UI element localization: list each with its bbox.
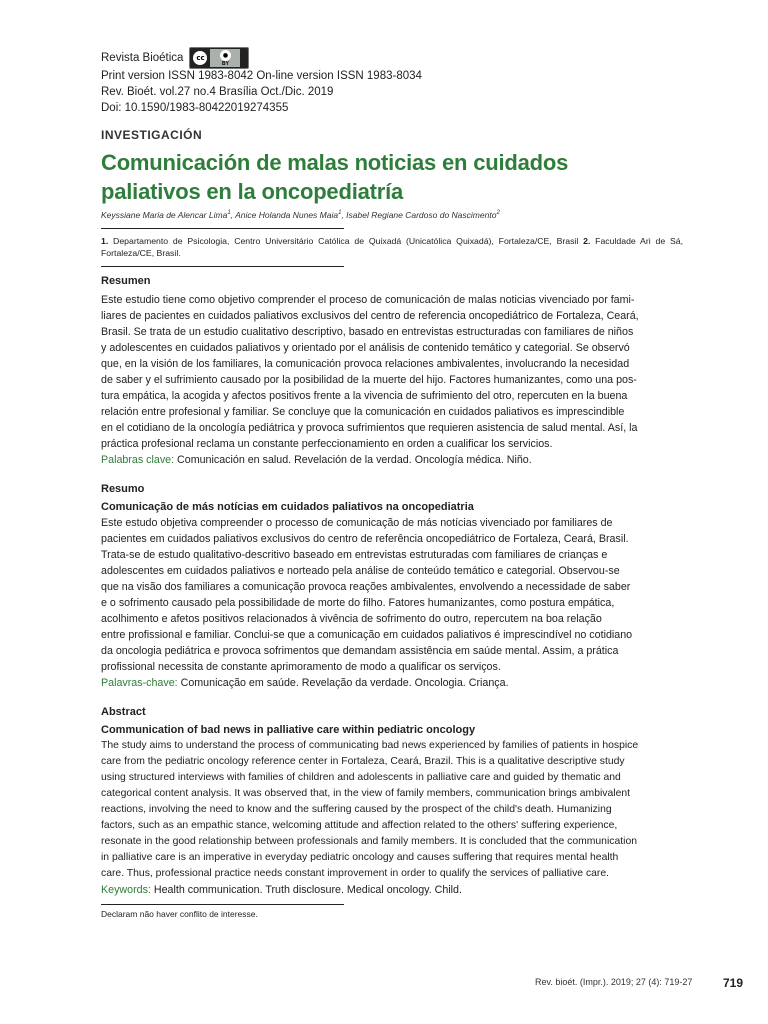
issue-line: Rev. Bioét. vol.27 no.4 Brasília Oct./Dic. 2019 [101,86,334,98]
title-line-2: paliativos en la oncopediatría [101,179,404,204]
title-line-1: Comunicación de malas noticias en cuidados [101,150,569,175]
text-line: tura empática, la acogida y afectos positivos frente a la vivencia de sufrimiento del otro, repercuten en la buena [101,390,628,402]
text-line: profissional necessita de constante aprimoramento de modo a qualificar os serviços. [101,661,501,673]
resumo-subtitle: Comunicação de más notícias em cuidados paliativos na oncopediatria [101,501,474,513]
text-line: Este estudio tiene como objetivo comprender el proceso de comunicación de malas noticias vivenciado por fami- [101,294,635,306]
abstract-heading: Abstract [101,706,146,718]
divider [101,266,344,267]
text-line: Este estudo objetiva compreender o processo de comunicação de más notícias vivenciado por familiares de [101,517,613,529]
cc-icon: cc [193,51,207,65]
abstract-body [101,738,683,882]
author-name: Keyssiane Maria de Alencar Lima [101,210,228,220]
text-line: factors, such as an empathic stance, welcoming attitude and affection related to the others' suffering experience, [101,820,618,831]
author-separator: , [230,210,236,220]
divider [101,904,344,905]
text-line: resonate in the good relationship between professionals and family members. It is concluded that the communication [101,836,637,847]
text-line: care. Thus, professional practice needs constant improvement in order to qualify the services of palliative care. [101,868,610,879]
text-line: acolhimento e afetos positivos relacionados à vivência de sofrimento do outro, repercutem na boa relação [101,613,602,625]
author-affil-ref: 1 [338,210,342,217]
author-affil-ref: 1 [227,210,231,217]
keywords-text: Comunicação em saúde. Revelação da verdade. Oncologia. Criança. [177,677,509,689]
text-line: adolescentes em cuidados paliativos e norteado pela análise de conteúdo temático e categorial. Observou-se [101,565,620,577]
footer-citation: Rev. bioét. (Impr.). 2019; 27 (4): 719-27 [535,977,693,987]
text-line: en el cotidiano de la oncología pediátrica y provoca sufrimientos que requieren asistencia de salud mental. Así, la [101,422,638,434]
text-line: using structured interviews with families of children and adolescents in palliative care and guided by thematic and [101,772,621,783]
text-line: entre profissional e familiar. Conclui-se que a comunicação em cuidados paliativos é imprescindível no cotidiano [101,629,633,641]
text-line: The study aims to understand the process of communicating bad news experienced by families of patients in hospice [101,740,639,751]
text-line: in palliative care is an imperative in everyday pediatric oncology and causes suffering that requires mental health [101,852,619,863]
author-name: Anice Holanda Nunes Maia [235,210,339,220]
keywords-label: Palavras-chave: [101,677,178,689]
article-page [101,48,683,919]
text-line: Brasil. Se trata de un estudio cualitativo descriptivo, basado en entrevistas estructuradas con familiares de niños [101,326,634,338]
cc-by-icon[interactable] [189,47,249,69]
affil-text: Departamento de Psicologia, Centro Universitário Católica de Quixadá (Unicatólica Quixadá), Fortaleza/CE, Brasil [108,236,584,246]
author-name: Isabel Regiane Cardoso do Nascimento [346,210,497,220]
affil-number: 2. [583,236,591,246]
issn-line: Print version ISSN 1983-8042 On-line version ISSN 1983-8034 [101,70,422,82]
journal-name: Revista Bioética [101,52,184,64]
text-line: de saber y el sufrimiento causado por la posibilidad de la muerte del hijo. Factores humanizantes, como una pos- [101,374,637,386]
resumen-body [101,292,683,452]
section-label: INVESTIGACIÓN [101,128,203,142]
article-title [101,148,683,206]
keywords-text: Health communication. Truth disclosure. Medical oncology. Child. [150,884,462,896]
text-line: e o sofrimento causado pela possibilidade de morte do filho. Fatores humanizantes, como postura empática, [101,597,615,609]
affil-number: 1. [101,236,109,246]
text-line: pacientes em cuidados paliativos exclusivos do centro de referência oncopediátrico de Fortaleza, Ceará, Brasil. [101,533,629,545]
keywords-label: Palabras clave: [101,454,175,466]
by-icon-box [210,49,240,67]
keywords-label: Keywords: [101,884,151,896]
affil-text: Faculdade Ari de Sá, Fortaleza/CE, Brasil. [101,236,683,258]
resumo-heading: Resumo [101,483,145,495]
text-line: práctica profesional reclama un constante perfeccionamiento en orden a cualificar los servicios. [101,438,553,450]
conflict-footnote: Declaram não haver conflito de interesse. [101,909,258,919]
divider [101,228,344,229]
text-line: da oncologia pediátrica e provoca sofrimentos que demandam assistência em saúde mental. Assim, a prática [101,645,619,657]
abstract-keywords [101,882,683,898]
abstract-subtitle: Communication of bad news in palliative care within pediatric oncology [101,724,476,736]
resumo-body [101,515,683,675]
text-line: que na visão dos familiares a comunicação provoca reações ambivalentes, envolvendo a necessidade de saber [101,581,631,593]
page-number: 719 [723,976,744,990]
text-line: y adolescentes en cuidados paliativos y orientado por el análisis de contenido temático y categorial. Se observó [101,342,630,354]
journal-header [101,48,683,68]
text-line: categorical content analysis. It was observed that, in the view of family members, communication brings ambivalent [101,788,631,799]
author-affil-ref: 2 [496,210,500,217]
resumen-heading: Resumen [101,275,151,287]
text-line: care from the pediatric oncology reference center in Fortaleza, Ceará, Brazil. This is a qualitative descriptive study [101,756,625,767]
person-icon: ● [220,50,231,61]
text-line: relación entre profesional y familiar. Se concluye que la comunicación en cuidados paliativos es imprescindible [101,406,625,418]
resumen-keywords [101,452,683,468]
text-line: Trata-se de estudo qualitativo-descritivo baseado em entrevistas estruturadas com familiares de crianças e [101,549,608,561]
author-separator: , [341,210,347,220]
text-line: que, en la visión de los familiares, la comunicación provoca relaciones ambivalentes, involucrando la necesidad [101,358,630,370]
affiliations [101,235,683,259]
doi-line[interactable]: Doi: 10.1590/1983-80422019274355 [101,102,289,114]
text-line: reactions, involving the need to know and the suffering caused by the prospect of the child's death. Humanizing [101,804,612,815]
author-list [101,210,683,220]
text-line: liares de pacientes en cuidados paliativos exclusivos del centro de referencia oncopediátrico de Fortaleza, Ceará, [101,310,639,322]
by-label: BY [221,60,229,67]
resumo-keywords [101,675,683,691]
keywords-text: Comunicación en salud. Revelación de la verdad. Oncología médica. Niño. [174,454,532,466]
